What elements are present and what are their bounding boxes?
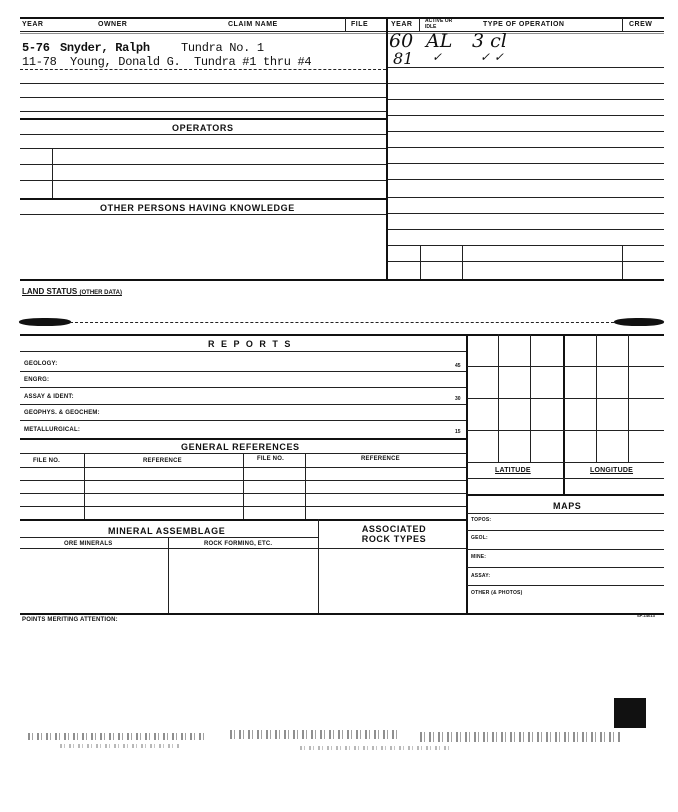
reports-heading: R E P O R T S [208, 339, 293, 349]
top-border [20, 17, 664, 19]
owner-line-2 [20, 83, 386, 84]
operators-line-2 [20, 164, 386, 165]
header-claim-name: CLAIM NAME [228, 21, 278, 28]
refs-sep-2 [243, 453, 244, 519]
right-line-1 [388, 67, 664, 68]
right-line-11 [388, 229, 664, 230]
reports-right-border [466, 334, 468, 614]
refs-file-no: FILE NO. [33, 458, 60, 464]
other-persons-line [20, 214, 386, 215]
activity-row-2-year: 81 [393, 49, 414, 68]
header-type-of-operation: TYPE OF OPERATION [483, 21, 565, 28]
right-line-5 [388, 131, 664, 132]
maps-geol: GEOL: [471, 535, 488, 541]
report-label-geophys: GEOPHYS. & GEOCHEM: [24, 410, 100, 416]
right-small-sep-3 [622, 245, 623, 279]
scan-noise-5 [300, 746, 450, 750]
maps-heading-line [467, 513, 664, 514]
header-divider-2 [20, 33, 664, 34]
maps-top-border [467, 494, 664, 496]
rock-forming-label: ROCK FORMING, ETC. [204, 541, 273, 547]
refs-reference-2: REFERENCE [361, 456, 400, 462]
header-crew: CREW [629, 21, 653, 28]
operators-line-1 [20, 148, 386, 149]
maps-topos: TOPOS: [471, 517, 492, 523]
right-line-9 [388, 197, 664, 198]
owner-row-1-claim: Tundra No. 1 [181, 41, 264, 55]
land-status-heading [22, 287, 122, 296]
land-status-label: LAND STATUS [22, 287, 78, 296]
ore-minerals-label: ORE MINERALS [64, 541, 113, 547]
refs-file-no-2: FILE NO. [257, 456, 284, 462]
col-sep-main [386, 18, 388, 280]
right-line-8 [388, 179, 664, 180]
grid-h-4 [467, 462, 664, 463]
col-sep-active [419, 18, 420, 32]
report-label-metallurgical: METALLURGICAL: [24, 427, 81, 433]
general-references-top-border [20, 438, 466, 440]
col-sep-file [345, 18, 346, 32]
header-year-2: YEAR [391, 21, 413, 28]
maps-heading: MAPS [553, 501, 582, 511]
mineral-sep-2 [318, 519, 319, 613]
scan-noise-2 [230, 730, 400, 739]
activity-row-2-active: ✓ [432, 50, 443, 64]
operators-top-border [20, 118, 386, 120]
maps-line-2 [467, 549, 664, 550]
mineral-assemblage-heading: MINERAL ASSEMBLAGE [108, 526, 226, 536]
header-owner: OWNER [98, 21, 128, 28]
land-status-ink-blot-left [19, 318, 71, 326]
owner-line-1 [20, 69, 386, 70]
owner-row-2-claim: Tundra #1 thru #4 [194, 55, 312, 69]
activity-row-1-active: AL [426, 30, 453, 52]
right-line-2 [388, 83, 664, 84]
scan-noise-1 [28, 733, 208, 740]
grid-h-3 [467, 430, 664, 431]
right-line-7 [388, 163, 664, 164]
owner-line-4 [20, 111, 386, 112]
header-active-idle: ACTIVE OR IDLE [425, 18, 453, 30]
longitude-label: LONGITUDE [590, 467, 634, 474]
refs-sep-1 [84, 453, 85, 519]
operators-line-3 [20, 180, 386, 181]
other-persons-top-border [20, 198, 386, 200]
reports-heading-line [20, 351, 466, 352]
right-line-6 [388, 147, 664, 148]
mineral-top-border [20, 519, 466, 521]
owner-row-1-year: 5-76 [22, 41, 50, 55]
right-line-4 [388, 115, 664, 116]
activity-row-1-year: 60 [389, 30, 414, 52]
latitude-label: LATITUDE [495, 467, 531, 474]
land-status-ink-blot-right [614, 318, 664, 326]
land-status-sub: (OTHER DATA) [79, 290, 122, 296]
coords-line [467, 478, 664, 479]
grid-h-1 [467, 366, 664, 367]
header-file: FILE [351, 21, 369, 28]
report-num-metallurgical: 15 [455, 429, 461, 435]
header-year: YEAR [22, 21, 44, 28]
mineral-heading-line [20, 537, 318, 538]
grid-v-3 [563, 334, 565, 494]
points-meriting-attention: POINTS MERITING ATTENTION: [22, 617, 118, 623]
operators-heading: OPERATORS [172, 123, 234, 133]
mineral-subheading-line [20, 548, 466, 549]
owner-row-2-owner: Young, Donald G. [70, 55, 181, 69]
maps-mine: MINE: [471, 554, 487, 560]
right-small-sep-2 [462, 245, 463, 279]
report-label-geology: GEOLOGY: [24, 361, 58, 367]
scan-noise-3 [420, 732, 620, 742]
scan-noise-4 [60, 744, 180, 748]
refs-sep-3 [305, 453, 306, 519]
operators-sep [52, 148, 53, 198]
owner-line-3 [20, 97, 386, 98]
col-sep-crew [622, 18, 623, 32]
reports-line-3 [20, 404, 466, 405]
maps-other: OTHER (& PHOTOS) [471, 590, 523, 596]
maps-line-1 [467, 530, 664, 531]
report-num-assay: 30 [455, 396, 461, 402]
reports-line-2 [20, 387, 466, 388]
right-line-3 [388, 99, 664, 100]
maps-line-3 [467, 567, 664, 568]
corner-ink-mark [614, 698, 646, 728]
header-divider [20, 31, 664, 32]
associated-rock-types-heading: ASSOCIATED ROCK TYPES [361, 524, 427, 544]
maps-assay: ASSAY: [471, 573, 491, 579]
right-line-10 [388, 213, 664, 214]
report-num-geology: 45 [455, 363, 461, 369]
reports-line-1 [20, 371, 466, 372]
refs-reference: REFERENCE [143, 458, 182, 464]
land-status-line [70, 322, 614, 323]
activity-row-1-type: 3 cl [472, 30, 507, 52]
owner-row-2-year: 11-78 [22, 55, 57, 69]
grid-h-2 [467, 398, 664, 399]
general-references-heading: GENERAL REFERENCES [181, 442, 300, 452]
mineral-sep-1 [168, 537, 169, 613]
reports-line-4 [20, 420, 466, 421]
operators-line-0 [20, 134, 386, 135]
bottom-border [20, 613, 664, 615]
reports-top-border [20, 334, 664, 336]
land-status-top-border [20, 279, 664, 281]
form-number: SP-14613 [637, 613, 655, 618]
owner-row-1-owner: Snyder, Ralph [60, 41, 150, 55]
right-small-sep-1 [420, 245, 421, 279]
report-label-assay: ASSAY & IDENT: [24, 394, 74, 400]
report-label-engrg: ENGRG: [24, 377, 50, 383]
other-persons-heading: OTHER PERSONS HAVING KNOWLEDGE [100, 203, 295, 213]
activity-row-2-type: ✓ ✓ [480, 50, 504, 64]
maps-line-4 [467, 585, 664, 586]
